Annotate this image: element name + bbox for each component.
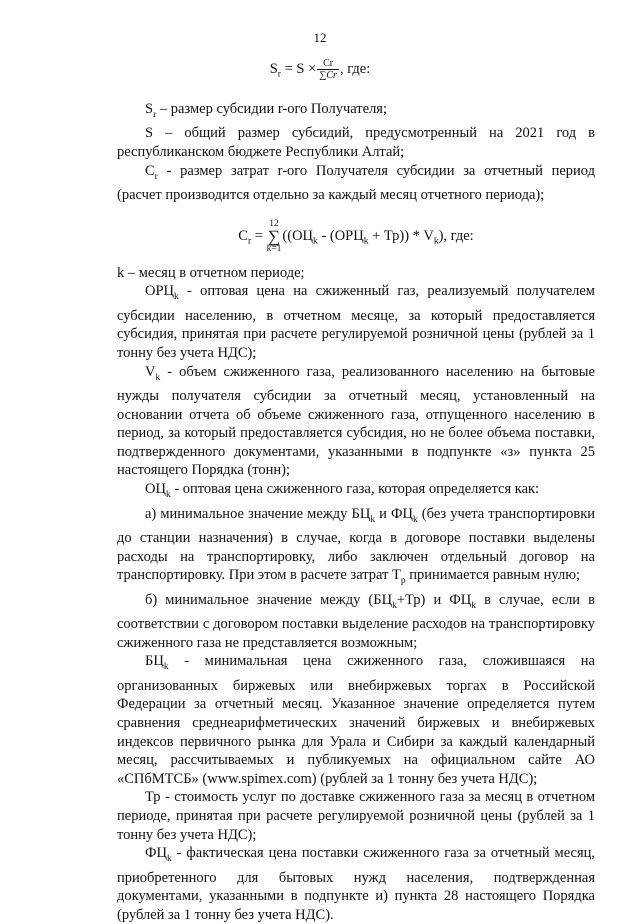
definition-cr [117,162,595,205]
def-subscript: r [154,171,158,182]
def-text: - оптовая цена на сжиженный газ, реализуемый получателем субсидии населению, в отчетном месяце, за который предоставляется субсидия, принятая при расчете регулируемой розничной цены (рублей за 1 тонну без учета НДС); [117,283,595,362]
def-symbol: C [145,162,155,179]
sum-sigma: ∑ [267,226,281,246]
summation [267,219,282,254]
formula-operator: = S × [280,60,317,77]
item-subscript: k [370,514,376,525]
item-a [117,505,595,591]
definition-tr: Тр - стоимость услуг по доставке сжиженного газа за месяц в отчетном периоде, принятая при расчете регулируемой розничной цены (рублей за 1 тонну без учета НДС); [117,789,595,843]
sum-lower-limit: k=1 [266,243,282,254]
def-text: - размер затрат r-ого Получателя субсидии за отчетный период (расчет производится отдельно за каждый месяц отчетного периода); [117,162,595,204]
fraction-denominator: ∑Cr [319,70,337,81]
definition-s: S – общий размер субсидий, предусмотренный на 2021 год в республиканском бюджете Республики Алтай; [117,125,595,161]
def-subscript: k [163,662,169,673]
def-symbol: S [145,101,154,117]
def-symbol: V [145,363,156,380]
definition-sr [117,100,595,124]
def-symbol: ОЦ [145,481,166,498]
formula-subscript: r [247,236,252,247]
item-text: +Тр) и ФЦ [396,591,472,608]
formula-symbol: S [269,60,278,77]
formula-costs [117,219,595,254]
formula-operator: = [251,227,267,244]
def-subscript: k [165,489,171,500]
definition-fc [117,844,595,924]
formula-subscript: k [363,236,369,247]
item-text: а) минимальное значение между БЦ [145,505,371,522]
formula-subscript: k [433,236,439,247]
def-text: - фактическая цена поставки сжиженного газа за отчетный месяц, приобретенного для бытовых нужд населения, подтвержденная документами, указанными в подпункте и) пункта 28 настоящего Порядка (рублей за 1 тонну без учета НДС). [117,845,595,923]
formula-tail: , где: [339,60,371,77]
def-text: - объем сжиженного газа, реализованного населению на бытовые нужды получателя субсидии за отчетный месяц, установленный на основании отчета об объеме сжиженного газа, отпущенного населению в период, за который предоставляется субсидия, но не более объема поставки, подтвержденного документами, указанными в подпункте «з» пункта 25 настоящего Порядка (тонн); [117,363,595,479]
definition-bc [117,652,595,788]
def-text: - минимальная цена сжиженного газа, сложившаяся на организованных биржевых или внебиржевых торгах в Российской Федерации за отчетный месяц. Указанное значение определяется путем сравнения среднеарифметических значений биржевых и внебиржевых индексов первичного рынка для Урала и Сибири за каждый календарный месяц, рассчитываемых и публикуемых на официальном сайте АО «СПбМТСБ» (www.spimex.com) (рублей за 1 тонну без учета НДС); [117,653,595,787]
formula-subscript: r [277,69,281,80]
definition-oc [117,480,595,504]
def-text: – размер субсидии r-ого Получателя; [156,101,387,117]
formula-part: ), где: [438,227,474,244]
def-symbol: БЦ [145,653,164,670]
item-text: и ФЦ [375,505,413,522]
def-subscript: k [166,854,172,865]
definition-orc [117,282,595,362]
definition-v [117,363,595,480]
formula-part: - (ОРЦ [317,227,364,244]
item-text: (без учета транспортировки до станции назначения) в случае, когда в договоре поставки выделены расходы на транспортировку, либо заключен отдельный договор на транспортировку. При этом в расчете затрат Т [117,505,595,584]
def-subscript: r [153,109,157,120]
def-text: - оптовая цена сжиженного газа, которая определяется как: [170,481,540,498]
formula-part: ((ОЦ [282,227,314,244]
item-subscript: k [392,600,397,611]
item-subscript: k [471,600,476,611]
def-subscript: k [155,372,161,383]
item-text: принимается равным нулю; [405,567,581,584]
def-symbol: ОРЦ [145,283,175,300]
page-number: 12 [313,30,327,45]
item-subscript: k [412,514,418,525]
document-body [117,100,595,924]
formula-symbol: C [238,227,248,244]
fraction-numerator: Cr [317,58,339,70]
formula-subsidy-share [0,58,640,81]
item-text: в случае, если в соответствии с договором поставки выделение расходов на транспортировку сжиженного газа не представляется возможным; [117,591,596,651]
formula-part: + Тр)) * V [368,227,434,244]
def-symbol: ФЦ [145,845,167,862]
def-subscript: k [174,292,179,303]
formula-fraction [317,58,339,81]
item-text: б) минимальное значение между (БЦ [145,591,393,608]
item-b [117,591,595,653]
sum-upper-limit: 12 [269,218,279,229]
definition-k: k – месяц в отчетном периоде; [117,264,305,281]
item-subscript: р [400,576,406,587]
formula-subscript: k [313,236,318,247]
